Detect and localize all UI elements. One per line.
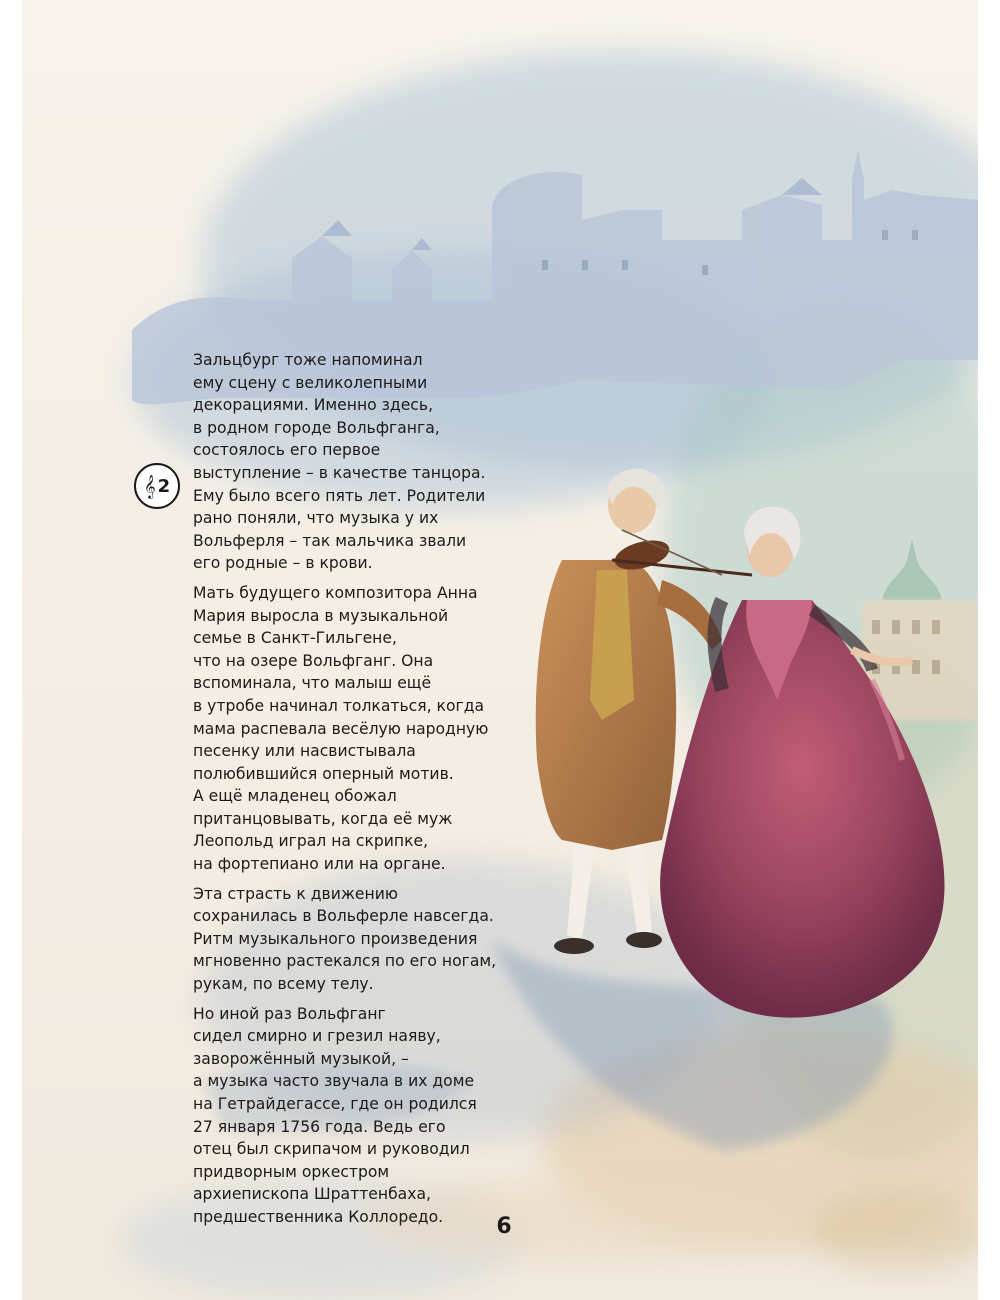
text-line: сохранилась в Вольферле навсегда. <box>193 907 494 926</box>
text-line: Ему было всего пять лет. Родители <box>193 486 486 505</box>
text-line: на фортепиано или на органе. <box>193 855 446 874</box>
text-line: Мать будущего композитора Анна <box>193 583 478 602</box>
text-line: состоялось его первое <box>193 441 381 460</box>
text-line: Вольферля – так мальчика звали <box>193 531 467 550</box>
paragraph <box>193 349 533 575</box>
page-number: 6 <box>496 1214 512 1239</box>
audio-track-number: 2 <box>157 475 171 497</box>
text-line: мгновенно растекался по его ногам, <box>193 952 497 971</box>
text-line: песенку или насвистывала <box>193 742 416 761</box>
paragraph <box>193 582 533 876</box>
text-line: пританцовывать, когда её муж <box>193 809 453 828</box>
text-line: мама распевала весёлую народную <box>193 719 489 738</box>
paragraph <box>193 883 533 996</box>
text-line: сидел смирно и грезил наяву, <box>193 1027 441 1046</box>
text-line: рукам, по всему телу. <box>193 975 374 994</box>
text-line: отец был скрипачом и руководил <box>193 1140 470 1159</box>
text-line: Ритм музыкального произведения <box>193 929 478 948</box>
text-line: декорациями. Именно здесь, <box>193 396 434 415</box>
text-line: в утробе начинал толкаться, когда <box>193 696 485 715</box>
text-line: семье в Санкт-Гильгене, <box>193 629 397 648</box>
text-line: А ещё младенец обожал <box>193 787 397 806</box>
text-line: Зальцбург тоже напоминал <box>193 351 423 369</box>
body-text <box>193 349 533 1236</box>
text-line: что на озере Вольфганг. Она <box>193 651 434 670</box>
text-line: Эта страсть к движению <box>193 884 398 903</box>
text-line: архиепископа Шраттенбаха, <box>193 1185 431 1204</box>
text-line: Мария выросла в музыкальной <box>193 606 449 625</box>
text-line: полюбившийся оперный мотив. <box>193 764 454 783</box>
text-line: на Гетрайдегассе, где он родился <box>193 1095 477 1113</box>
text-line: ему сцену с великолепными <box>193 373 428 392</box>
text-line: Но иной раз Вольфганг <box>193 1004 386 1023</box>
text-line: вспоминала, что малыш ещё <box>193 674 432 693</box>
text-line: 27 января 1756 года. Ведь его <box>193 1117 446 1136</box>
text-line: рано поняли, что музыка у их <box>193 509 439 528</box>
text-line: а музыка часто звучала в их доме <box>193 1072 475 1091</box>
text-line: предшественника Коллоредо. <box>193 1207 444 1226</box>
text-line: заворожённый музыкой, – <box>193 1049 409 1068</box>
treble-clef-icon: 𝄞 <box>143 474 156 498</box>
paragraph <box>193 1003 533 1229</box>
text-line: выступление – в качестве танцора. <box>193 463 486 482</box>
text-line: его родные – в крови. <box>193 554 373 573</box>
text-line: придворным оркестром <box>193 1162 390 1181</box>
audio-track-badge[interactable] <box>134 463 180 509</box>
text-line: Леопольд играл на скрипке, <box>193 832 429 851</box>
text-line: в родном городе Вольфганга, <box>193 418 440 437</box>
